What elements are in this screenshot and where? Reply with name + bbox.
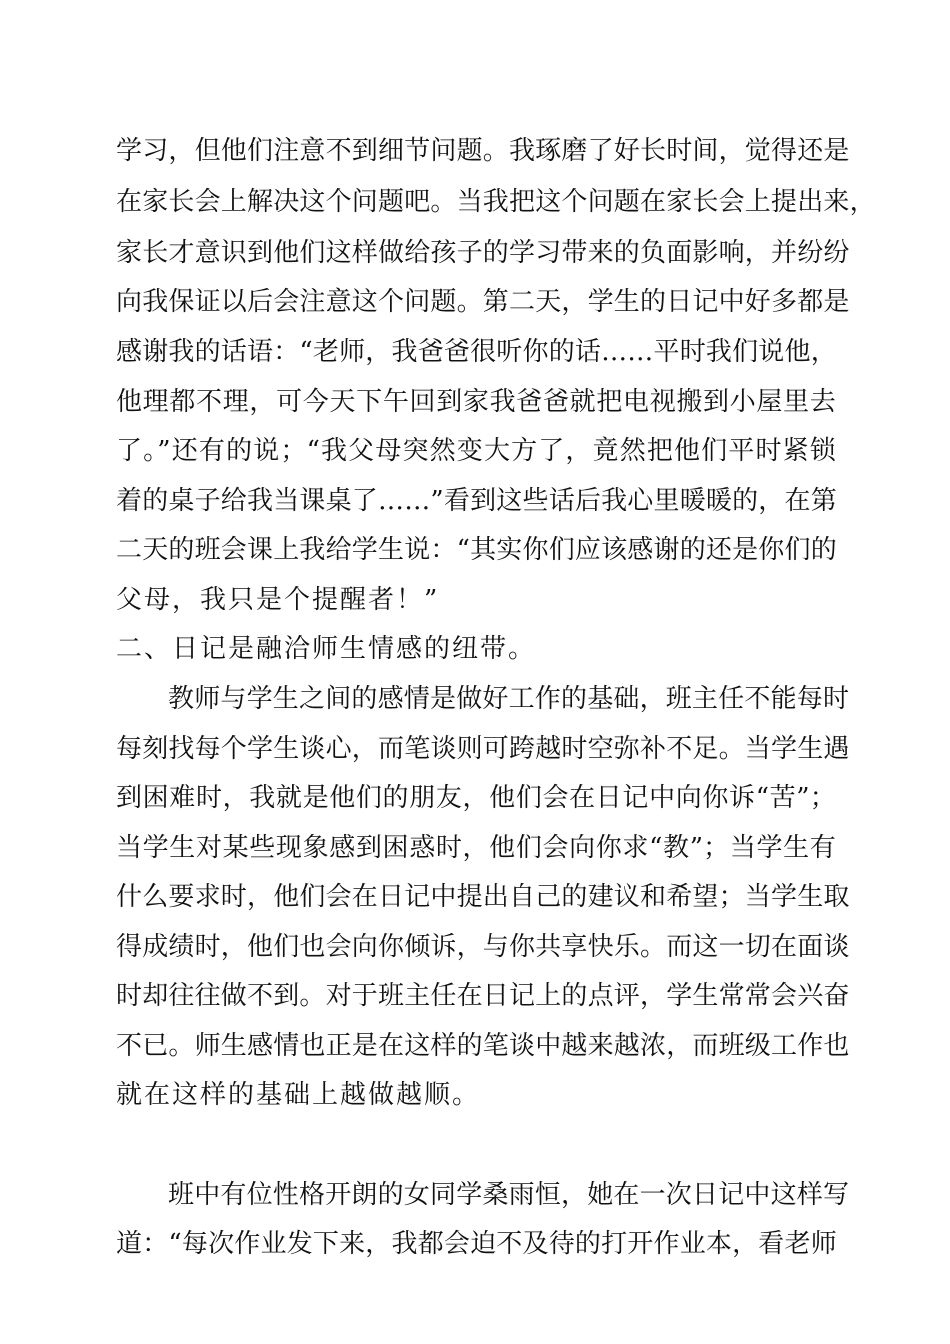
text-line: 在家长会上解决这个问题吧。当我把这个问题在家长会上提出来， xyxy=(116,187,876,217)
text-line: 家长才意识到他们这样做给孩子的学习带来的负面影响，并纷纷 xyxy=(116,238,850,268)
text-line: 着的桌子给我当课桌了……”看到这些话后我心里暖暖的，在第 xyxy=(116,486,837,516)
text-line: 学习，但他们注意不到细节问题。我琢磨了好长时间，觉得还是 xyxy=(116,136,850,166)
text-line: 感谢我的话语：“老师，我爸爸很听你的话……平时我们说他， xyxy=(116,337,837,367)
text-line: 时却往往做不到。对于班主任在日记上的点评，学生常常会兴奋 xyxy=(116,981,850,1011)
text-line: 父母，我只是个提醒者！” xyxy=(116,585,440,615)
text-line: 什么要求时，他们会在日记中提出自己的建议和希望；当学生取 xyxy=(116,882,850,912)
text-line: 道：“每次作业发下来，我都会迫不及待的打开作业本，看老师 xyxy=(116,1229,837,1259)
text-line: 不已。师生感情也正是在这样的笔谈中越来越浓，而班级工作也 xyxy=(116,1031,850,1061)
text-line: 到困难时，我就是他们的朋友，他们会在日记中向你诉“苦”； xyxy=(116,783,836,813)
text-line: 得成绩时，他们也会向你倾诉，与你共享快乐。而这一切在面谈 xyxy=(116,932,850,962)
text-line: 班中有位性格开朗的女同学桑雨恒，她在一次日记中这样写 xyxy=(168,1180,850,1210)
text-line: 就在这样的基础上越做越顺。 xyxy=(116,1080,481,1110)
text-line: 了。”还有的说；“我父母突然变大方了，竟然把他们平时紧锁 xyxy=(116,436,836,466)
section-heading: 二、日记是融洽师生情感的纽带。 xyxy=(116,634,537,664)
text-line: 每刻找每个学生谈心，而笔谈则可跨越时空弥补不足。当学生遇 xyxy=(116,734,850,764)
text-line: 教师与学生之间的感情是做好工作的基础，班主任不能每时 xyxy=(168,684,850,714)
text-line: 当学生对某些现象感到困惑时，他们会向你求“教”；当学生有 xyxy=(116,833,836,863)
text-line: 二天的班会课上我给学生说：“其实你们应该感谢的还是你们的 xyxy=(116,535,837,565)
text-line: 向我保证以后会注意这个问题。第二天，学生的日记中好多都是 xyxy=(116,287,850,317)
text-line: 他理都不理，可今天下午回到家我爸爸就把电视搬到小屋里去 xyxy=(116,387,836,417)
